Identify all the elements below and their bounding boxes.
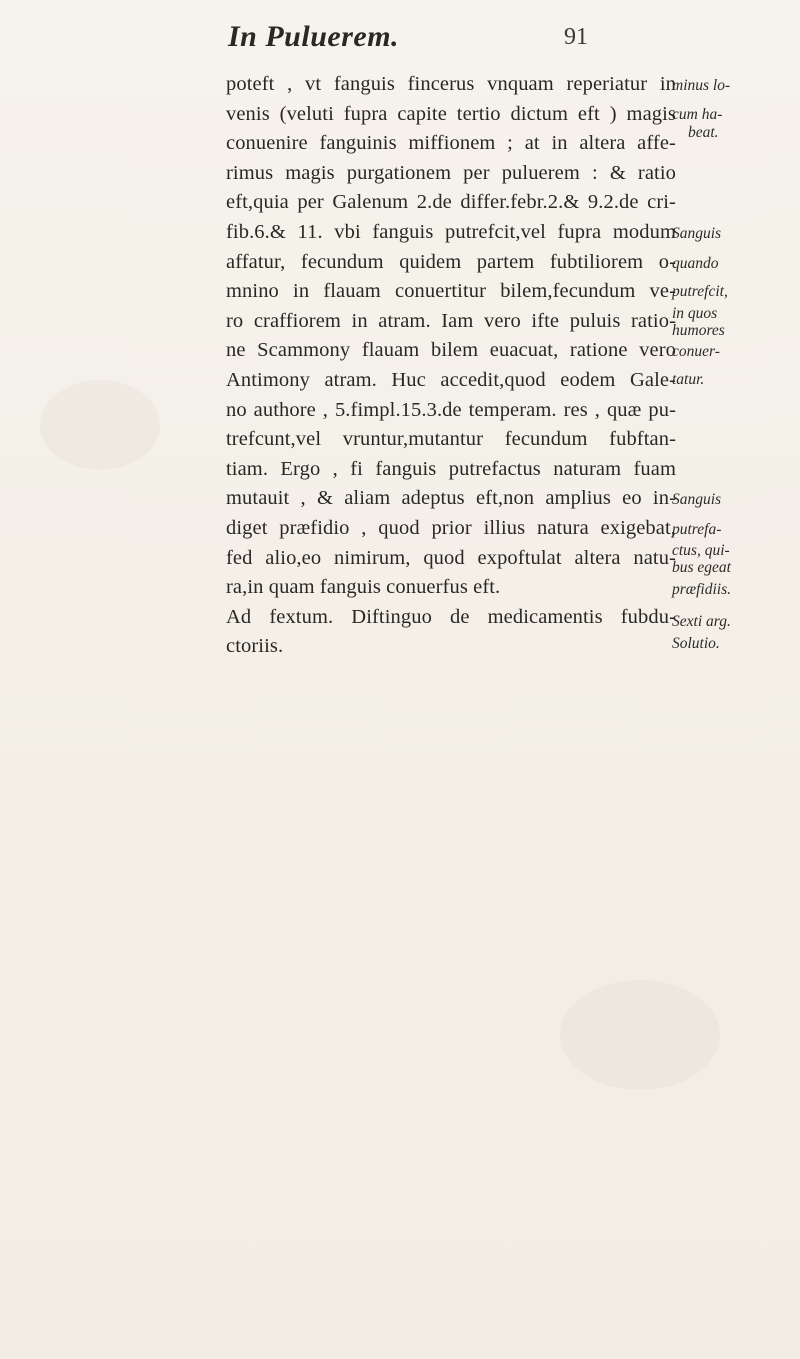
text-line: venis (veluti fupra capite tertio dictum eft ) magis xyxy=(226,102,676,125)
margin-note: quando xyxy=(672,255,719,272)
margin-note: Sanguis xyxy=(672,491,722,508)
margin-note: humores xyxy=(672,322,725,339)
margin-note: ctus, qui- xyxy=(672,542,730,559)
margin-note: putrefcit, xyxy=(672,283,728,300)
margin-note: tatur. xyxy=(672,371,705,388)
margin-note: præfidiis. xyxy=(672,581,732,598)
text-line: fib.6.& 11. vbi fanguis putrefcit,vel fupra modum xyxy=(226,220,676,243)
page-title: In Puluerem. xyxy=(228,20,400,53)
text-line: Ad fextum. Diftinguo de medicamentis fubdu- xyxy=(226,605,676,628)
running-head xyxy=(228,20,588,60)
text-line: conuenire fanguinis miffionem ; at in altera affe- xyxy=(226,132,676,155)
text-line: mnino in flauam conuertitur bilem,fecundum ve- xyxy=(226,280,676,303)
text-line: Antimony atram. Huc accedit,quod eodem Gale- xyxy=(226,368,676,391)
margin-note: beat. xyxy=(688,124,719,141)
text-line: diget præfidio , quod prior illius natura exigebat, xyxy=(226,516,676,539)
margin-note: Sexti arg. xyxy=(672,613,731,630)
margin-note: bus egeat xyxy=(672,559,731,576)
text-line: mutauit , & aliam adeptus eft,non amplius eo in- xyxy=(226,487,676,510)
text-line: affatur, fecundum quidem partem fubtiliorem o- xyxy=(226,250,676,273)
page-number: 91 xyxy=(564,24,588,50)
text-line: ne Scammony flauam bilem euacuat, ratione vero xyxy=(226,339,676,362)
paper-stain xyxy=(40,380,160,470)
text-line: ctoriis. xyxy=(226,635,284,658)
text-line: tiam. Ergo , fi fanguis putrefactus naturam fuam xyxy=(226,457,676,480)
margin-note: Sanguis xyxy=(672,225,722,242)
text-line: trefcunt,vel vruntur,mutantur fecundum fubftan- xyxy=(226,428,676,451)
text-line: rimus magis purgationem per puluerem : & ratio xyxy=(226,161,676,184)
margin-note: putrefa- xyxy=(672,521,722,538)
text-line: poteft , vt fanguis fincerus vnquam reperiatur in xyxy=(226,73,676,95)
margin-note: Solutio. xyxy=(672,635,720,652)
text-line: ra,in quam fanguis conuerfus eft. xyxy=(226,576,501,599)
margin-note: minus lo- xyxy=(672,77,731,94)
paper-stain xyxy=(560,980,720,1090)
text-line: eft,quia per Galenum 2.de differ.febr.2.& 9.2.de cri- xyxy=(226,191,676,214)
main-text-block xyxy=(226,70,676,662)
margin-note: in quos xyxy=(672,305,718,322)
margin-note: cum ha- xyxy=(672,106,723,123)
text-line: no authore , 5.fimpl.15.3.de temperam. res , quæ pu- xyxy=(226,398,676,421)
text-line: fed alio,eo nimirum, quod expoftulat altera natu- xyxy=(226,546,676,569)
margin-note: conuer- xyxy=(672,343,720,360)
text-line: ro craffiorem in atram. Iam vero ifte puluis ratio- xyxy=(226,309,676,332)
